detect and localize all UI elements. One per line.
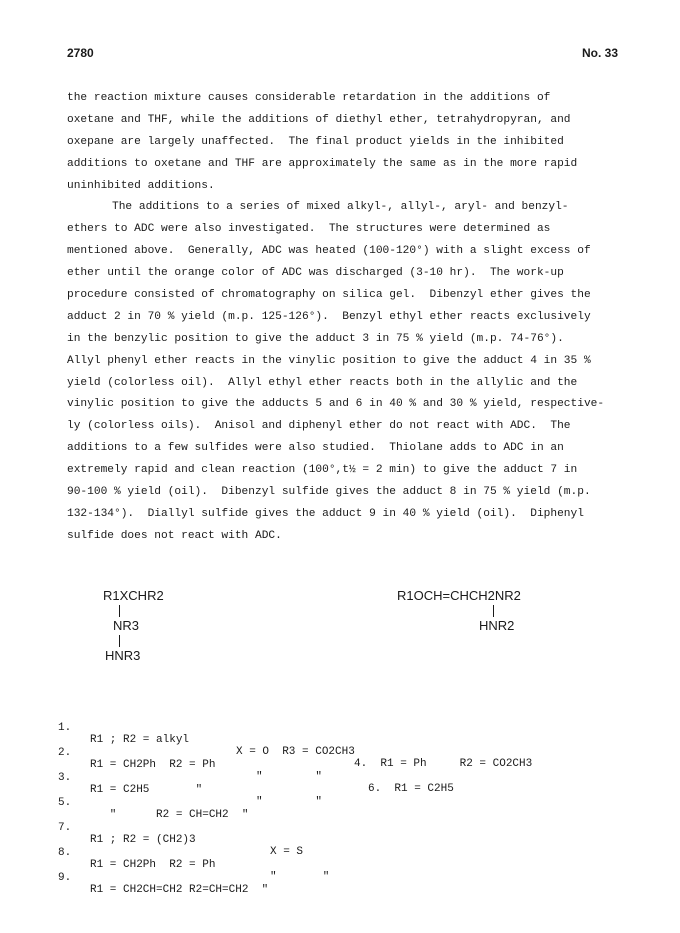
list-item: 1. R1 ; R2 = alkyl X = O R3 = CO2CH3 4. R1 = Ph R2 = CO2CH3 — [58, 722, 533, 770]
bond — [119, 635, 120, 647]
text-line: Allyl phenyl ether reacts in the vinylic position to give the adduct 4 in 35 % — [67, 354, 591, 367]
text-line: adduct 2 in 70 % yield (m.p. 125-126°). Benzyl ethyl ether reacts exclusively — [67, 310, 591, 323]
text-line: vinylic position to give the adducts 5 and 6 in 40 % and 30 % yield, respective- — [67, 398, 605, 411]
text-line: 90-100 % yield (oil). Dibenzyl sulfide gives the adduct 8 in 75 % yield (m.p. — [67, 486, 591, 499]
text-line: procedure consisted of chromatography on silica gel. Dibenzyl ether gives the — [67, 289, 591, 302]
list-item: 7. R1 ; R2 = (CH2)3 X = S — [58, 822, 304, 858]
text-line: oxetane and THF, while the additions of diethyl ether, tetrahydropyran, and — [67, 113, 571, 126]
bond — [493, 605, 494, 617]
bond — [119, 605, 120, 617]
structure-left-line3: HNR3 — [105, 648, 141, 663]
list-item: 2. R1 = CH2Ph R2 = Ph " " 6. R1 = C2H5 — [58, 747, 454, 795]
text-line: yield (colorless oil). Allyl ethyl ether reacts both in the allylic and the — [67, 376, 578, 389]
structure-left-line2: NR3 — [113, 618, 140, 633]
list-item: 8. R1 = CH2Ph R2 = Ph " " — [58, 847, 330, 883]
text-line: ether until the orange color of ADC was discharged (3-10 hr). The work-up — [67, 267, 564, 280]
page-number: 2780 — [67, 46, 94, 60]
structure-right-line1: R1OCH=CHCH2NR2 — [397, 588, 521, 603]
text-line: additions to a few sulfides were also studied. Thiolane adds to ADC in an — [67, 442, 564, 455]
structure-left — [103, 588, 223, 698]
list-item: 5. " R2 = CH=CH2 " — [58, 797, 249, 821]
structure-right-line2: HNR2 — [479, 618, 515, 633]
list-item: 9. R1 = CH2CH=CH2 R2=CH=CH2 " — [58, 872, 269, 896]
text-line: ly (colorless oils). Anisol and diphenyl ether do not react with ADC. The — [67, 420, 571, 433]
text-line: uninhibited additions. — [67, 179, 215, 192]
list-item: 3. R1 = C2H5 " " " — [58, 772, 323, 808]
text-line: extremely rapid and clean reaction (100°,t½ = 2 min) to give the adduct 7 in — [67, 464, 578, 477]
issue-number: No. 33 — [582, 46, 619, 60]
text-line: The additions to a series of mixed alkyl-, allyl-, aryl- and benzyl- — [112, 201, 569, 214]
text-line: additions to oxetane and THF are approximately the same as in the more rapid — [67, 157, 578, 170]
text-line: in the benzylic position to give the adduct 3 in 75 % yield (m.p. 74-76°). — [67, 332, 564, 345]
text-line: the reaction mixture causes considerable retardation in the additions of — [67, 92, 551, 104]
structure-right — [397, 588, 597, 648]
text-line: 132-134°). Diallyl sulfide gives the adduct 9 in 40 % yield (oil). Diphenyl — [67, 507, 584, 520]
structure-left-line1: R1XCHR2 — [103, 588, 164, 603]
text-line: ethers to ADC were also investigated. The structures were determined as — [67, 223, 551, 236]
text-line: sulfide does not react with ADC. — [67, 529, 282, 542]
body-text — [67, 88, 615, 548]
text-line: oxepane are largely unaffected. The final product yields in the inhibited — [67, 135, 564, 148]
text-line: mentioned above. Generally, ADC was heated (100-120°) with a slight excess of — [67, 245, 591, 258]
